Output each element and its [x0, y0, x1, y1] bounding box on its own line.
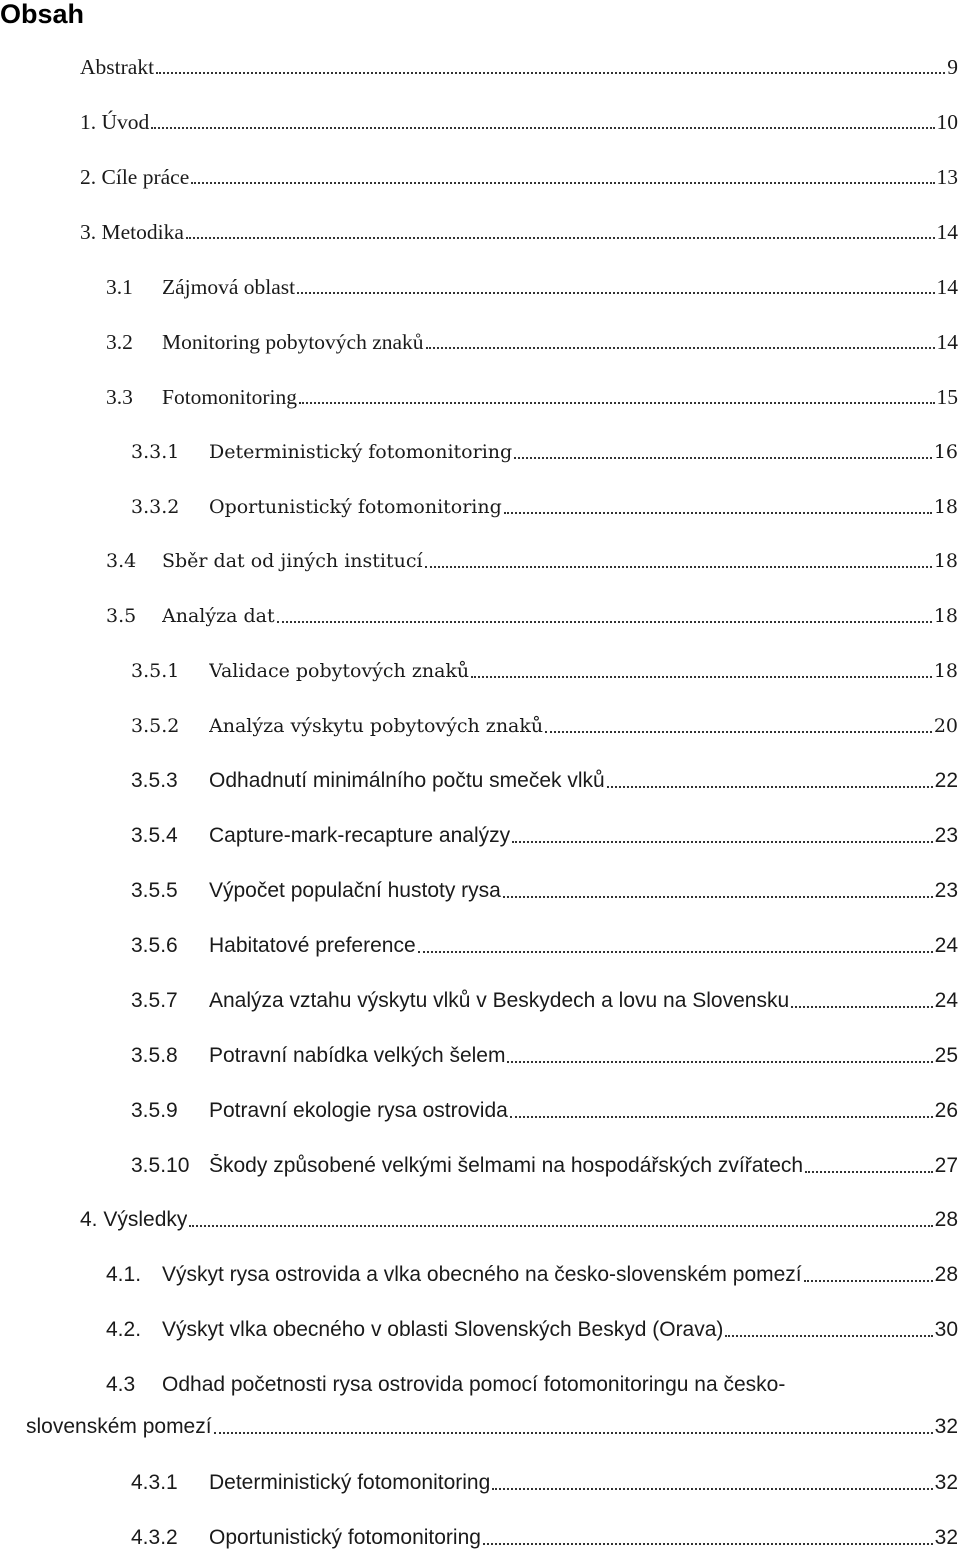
toc-entry-page: 32	[934, 1471, 958, 1494]
toc-entry-title: 1. Úvod	[80, 110, 150, 134]
toc-entry[interactable]	[131, 926, 958, 958]
toc-entry[interactable]	[131, 761, 958, 793]
toc-entry-title: Výskyt vlka obecného v oblasti Slovenských Beskyd (Orava)	[162, 1318, 724, 1341]
dot-leader	[607, 786, 933, 788]
toc-entry[interactable]	[131, 1518, 958, 1550]
dot-leader	[545, 731, 932, 733]
toc-entry-number: 3.1	[106, 275, 133, 299]
toc-entry-number: 4.1.	[106, 1263, 142, 1286]
toc-entry[interactable]	[80, 47, 958, 79]
dot-leader	[418, 951, 933, 953]
toc-entry[interactable]	[131, 487, 958, 519]
toc-entry-title: slovenském pomezí	[26, 1415, 212, 1438]
toc-entry[interactable]	[131, 816, 958, 848]
toc-entry-title: Analýza výskytu pobytových znaků	[209, 715, 544, 737]
toc-entry-number: 3.5.3	[131, 769, 178, 792]
dot-leader	[189, 1225, 932, 1227]
toc-entry[interactable]	[80, 212, 958, 244]
dot-leader	[507, 1061, 932, 1063]
toc-entry-number: 4.2.	[106, 1318, 142, 1341]
toc-entry[interactable]	[131, 1146, 958, 1178]
toc-entry-continuation[interactable]	[26, 1407, 958, 1439]
toc-entry-first-line[interactable]	[106, 1365, 785, 1397]
toc-entry[interactable]	[131, 871, 958, 903]
toc-entry-page: 14	[936, 330, 958, 354]
toc-entry-number: 3.5.2	[131, 715, 180, 737]
toc-entry-title: 4. Výsledky	[80, 1208, 188, 1231]
toc-entry-page: 27	[934, 1154, 958, 1177]
dot-leader	[191, 182, 934, 184]
toc-entry-page: 32	[934, 1415, 958, 1438]
toc-entry-number: 4.3	[106, 1373, 136, 1396]
toc-entry-title: Abstrakt	[80, 55, 155, 79]
toc-entry[interactable]	[106, 377, 958, 409]
dot-leader	[725, 1335, 932, 1337]
dot-leader	[805, 1171, 933, 1173]
toc-entry-number: 3.5.9	[131, 1099, 178, 1122]
toc-entry-page: 28	[934, 1208, 958, 1231]
toc-entry[interactable]	[80, 157, 958, 189]
toc-entry[interactable]	[106, 596, 958, 628]
toc-entry-number: 3.5.10	[131, 1154, 190, 1177]
toc-entry-page: 26	[934, 1099, 958, 1122]
dot-leader	[503, 896, 933, 898]
dot-leader	[483, 1543, 933, 1545]
dot-leader	[297, 292, 934, 294]
toc-entry-page: 18	[933, 660, 958, 682]
toc-entry-page: 9	[947, 55, 958, 79]
toc-entry-page: 15	[936, 385, 958, 409]
toc-entry-title: Habitatové preference	[209, 934, 416, 957]
toc-entry-page: 16	[933, 441, 958, 463]
toc-entry-number: 3.3.1	[131, 441, 180, 463]
toc-entry-number: 4.3.2	[131, 1526, 178, 1549]
toc-entry-page: 18	[933, 496, 958, 518]
toc-entry-title: 3. Metodika	[80, 220, 184, 244]
toc-entry-title: Zájmová oblast	[162, 275, 296, 299]
dot-leader	[510, 1116, 933, 1118]
toc-entry-page: 14	[936, 275, 958, 299]
toc-entry-title: Výpočet populační hustoty rysa	[209, 879, 501, 902]
toc-entry-title: Monitoring pobytových znaků	[162, 330, 424, 354]
dot-leader	[791, 1006, 933, 1008]
toc-entry-title: Odhadnutí minimálního počtu smeček vlků	[209, 769, 605, 792]
toc-entry-title: Deterministický fotomonitoring	[209, 1471, 491, 1494]
toc-entry-page: 28	[934, 1263, 958, 1286]
toc-entry-page: 24	[934, 989, 958, 1012]
toc-entry[interactable]	[80, 1200, 958, 1232]
dot-leader	[512, 841, 933, 843]
dot-leader	[804, 1280, 933, 1282]
toc-entry[interactable]	[106, 541, 958, 573]
toc-entry-title: Deterministický fotomonitoring	[209, 441, 513, 463]
toc-entry-number: 3.3	[106, 385, 133, 409]
dot-leader	[299, 402, 935, 404]
toc-entry-page: 32	[934, 1526, 958, 1549]
toc-entry-title: Analýza vztahu výskytu vlků v Beskydech a lovu na Slovensku	[209, 989, 790, 1012]
toc-entry[interactable]	[131, 1463, 958, 1495]
toc-entry[interactable]	[131, 706, 958, 738]
toc-entry-page: 30	[934, 1318, 958, 1341]
toc-entry-page: 22	[934, 769, 958, 792]
toc-entry-title: Sběr dat od jiných institucí	[162, 550, 423, 572]
toc-entry-title: Analýza dat	[162, 605, 275, 627]
toc-entry-title: Fotomonitoring	[162, 385, 297, 409]
toc-entry-page: 18	[933, 550, 958, 572]
toc-entry[interactable]	[131, 1036, 958, 1068]
dot-leader	[214, 1432, 933, 1434]
toc-entry-number: 3.5.5	[131, 879, 178, 902]
dot-leader	[504, 512, 932, 514]
dot-leader	[277, 621, 932, 623]
toc-entry-page: 13	[936, 165, 958, 189]
toc-entry-title: Škody způsobené velkými šelmami na hospodářských zvířatech	[209, 1154, 804, 1177]
toc-entry[interactable]	[106, 1255, 958, 1287]
toc-entry-title: Capture-mark-recapture analýzy	[209, 824, 511, 847]
dot-leader	[151, 127, 934, 129]
toc-entry-page: 10	[936, 110, 958, 134]
toc-entry-title: Potravní ekologie rysa ostrovida	[209, 1099, 508, 1122]
toc-entry-number: 3.5.4	[131, 824, 178, 847]
toc-entry-page: 25	[934, 1044, 958, 1067]
toc-entry[interactable]	[131, 1091, 958, 1123]
toc-entry-title: Validace pobytových znaků	[209, 660, 470, 682]
toc-entry-number: 3.5.6	[131, 934, 178, 957]
dot-leader	[425, 566, 932, 568]
toc-entry-number: 3.5.7	[131, 989, 178, 1012]
toc-entry-page: 20	[933, 715, 958, 737]
toc-entry-number: 3.5.1	[131, 660, 180, 682]
toc-entry-title: Výskyt rysa ostrovida a vlka obecného na česko-slovenském pomezí	[162, 1263, 802, 1286]
toc-entry[interactable]	[106, 322, 958, 354]
toc-entry-number: 3.5	[106, 605, 137, 627]
toc-entry-title: Potravní nabídka velkých šelem	[209, 1044, 506, 1067]
dot-leader	[514, 457, 932, 459]
toc-entry[interactable]	[131, 651, 958, 683]
toc-entry-number: 3.2	[106, 330, 133, 354]
dot-leader	[471, 676, 932, 678]
toc-entry-title: Oportunistický fotomonitoring	[209, 496, 502, 518]
toc-entry-title: Oportunistický fotomonitoring	[209, 1526, 481, 1549]
toc-entry[interactable]	[131, 432, 958, 464]
toc-entry[interactable]	[80, 102, 958, 134]
toc-entry-page: 18	[933, 605, 958, 627]
toc-entry[interactable]	[106, 1310, 958, 1342]
dot-leader	[186, 237, 935, 239]
toc-entry-number: 4.3.1	[131, 1471, 178, 1494]
toc-entry-number: 3.3.2	[131, 496, 180, 518]
toc-entry-page: 14	[936, 220, 958, 244]
toc-entry-page: 24	[934, 934, 958, 957]
dot-leader	[492, 1488, 932, 1490]
toc-heading: Obsah	[0, 0, 85, 29]
toc-entry-title: Odhad početnosti rysa ostrovida pomocí fotomonitoringu na česko-	[162, 1373, 786, 1396]
dot-leader	[426, 347, 935, 349]
toc-entry-page: 23	[934, 879, 958, 902]
toc-entry[interactable]	[131, 981, 958, 1013]
toc-entry[interactable]	[106, 267, 958, 299]
toc-entry-number: 3.5.8	[131, 1044, 178, 1067]
dot-leader	[156, 72, 945, 74]
toc-entry-title: 2. Cíle práce	[80, 165, 190, 189]
toc-entry-page: 23	[934, 824, 958, 847]
toc-entry-number: 3.4	[106, 550, 137, 572]
